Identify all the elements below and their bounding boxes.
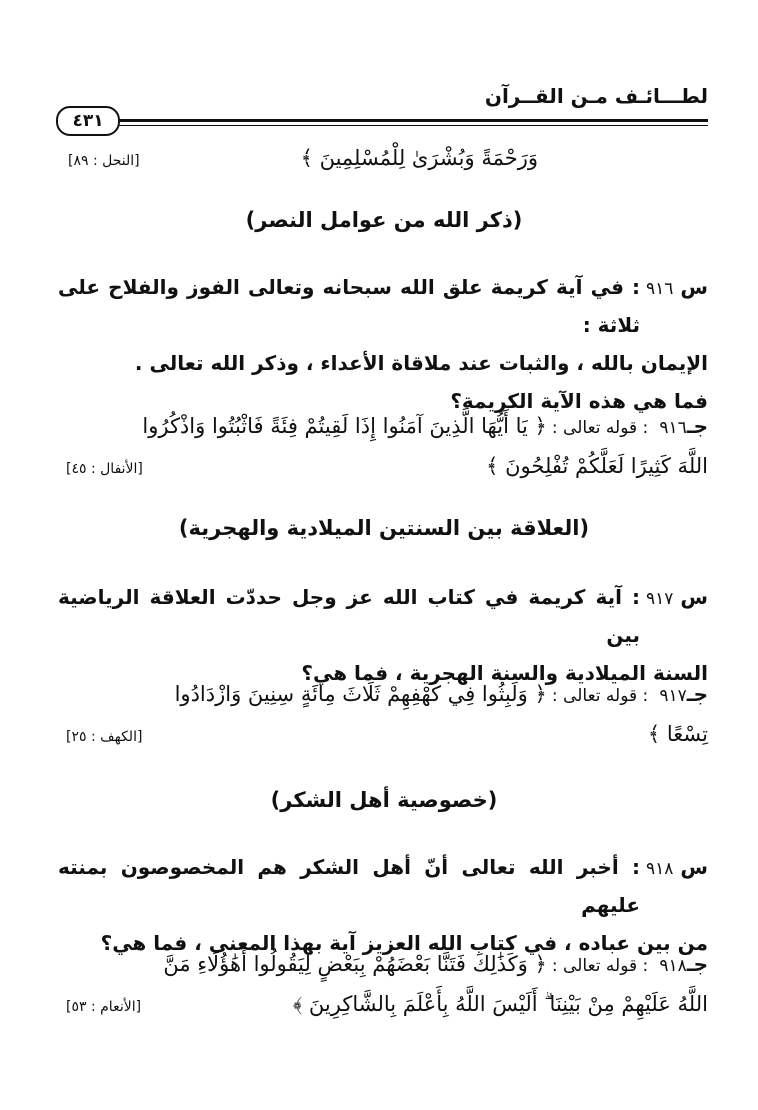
question-label: س ٩١٦ xyxy=(646,275,708,299)
question-text-continued: فما هي هذه الآية الكريمة؟ xyxy=(450,389,708,413)
question-label: س ٩١٨ xyxy=(646,855,708,879)
ayah-reference: [الأنعام : ٥٣] xyxy=(66,999,142,1015)
ayah-text-continued: اللَّهُ عَلَيْهِمْ مِنْ بَيْنِنَا ۗ أَلَيْسَ اللَّهُ بِأَعْلَمَ بِالشَّاكِرِينَ ﴾ xyxy=(292,992,708,1016)
question-text: : في آية كريمة علق الله سبحانه وتعالى الفوز والفلاح على ثلاثة : xyxy=(58,275,641,337)
ayah-text: ﴿ وَلَبِثُوا فِي كَهْفِهِمْ ثَلَاثَ مِائَةٍ سِنِينَ وَازْدَادُوا xyxy=(174,682,547,706)
answer-intro: : قوله تعالى : xyxy=(551,418,649,438)
page-number: ٤٣١ xyxy=(56,106,120,136)
ayah-text-continued: تِسْعًا ﴾ xyxy=(647,722,708,746)
answer-918 xyxy=(58,944,708,1025)
question-text-continued: الإيمان بالله ، والثبات عند ملاقاة الأعداء ، وذكر الله تعالى . xyxy=(134,351,708,375)
question-label: س ٩١٧ xyxy=(646,585,708,609)
answer-intro: : قوله تعالى : xyxy=(551,956,649,976)
ayah-reference: [النحل : ٨٩] xyxy=(68,153,140,169)
ayah-text: ﴿ يَا أَيُّهَا الَّذِينَ آمَنُوا إِذَا لَقِيتُمْ فِئَةً فَاثْبُتُوا وَاذْكُرُوا xyxy=(142,414,547,438)
answer-917 xyxy=(58,674,708,755)
answer-label: جـ٩١٦ xyxy=(659,414,708,438)
ayah-text: وَرَحْمَةً وَبُشْرَىٰ لِلْمُسْلِمِينَ ﴾ xyxy=(300,146,538,170)
section-heading: (خصوصية أهل الشكر) xyxy=(270,788,498,812)
question-text: : آية كريمة في كتاب الله عز وجل حددّت العلاقة الرياضية بين xyxy=(58,585,641,647)
opening-ayah xyxy=(60,140,708,179)
answer-label: جـ٩١٧ xyxy=(659,682,708,706)
header-rule xyxy=(118,119,708,126)
question-text-continued: من بين عباده ، في كتاب الله العزيز آية بهذا المعنى ، فما هي؟ xyxy=(100,931,708,955)
ayah-reference: [الأنفال : ٤٥] xyxy=(66,461,143,477)
answer-intro: : قوله تعالى : xyxy=(551,686,649,706)
running-header-title: لطـــائـف مـن القــرآن xyxy=(484,84,708,108)
section-heading: (ذكر الله من عوامل النصر) xyxy=(245,208,523,232)
question-text: : أخبر الله تعالى أنّ أهل الشكر هم المخصوصون بمنته عليهم xyxy=(58,855,641,917)
ayah-reference: [الكهف : ٢٥] xyxy=(66,729,143,745)
ayah-text: ﴿ وَكَذَٰلِكَ فَتَنَّا بَعْضَهُمْ بِبَعْضٍ لِيَقُولُوا أَهَٰؤُلَاءِ مَنَّ xyxy=(163,952,547,976)
question-text-continued: السنة الميلادية والسنة الهجرية ، فما هي؟ xyxy=(301,661,708,685)
answer-label: جـ٩١٨ xyxy=(659,952,708,976)
answer-916 xyxy=(58,406,708,487)
section-heading: (العلاقة بين السنتين الميلادية والهجرية) xyxy=(178,516,590,540)
ayah-text-continued: اللَّهَ كَثِيرًا لَعَلَّكُمْ تُفْلِحُونَ ﴾ xyxy=(486,454,708,478)
question-916 xyxy=(58,268,708,420)
